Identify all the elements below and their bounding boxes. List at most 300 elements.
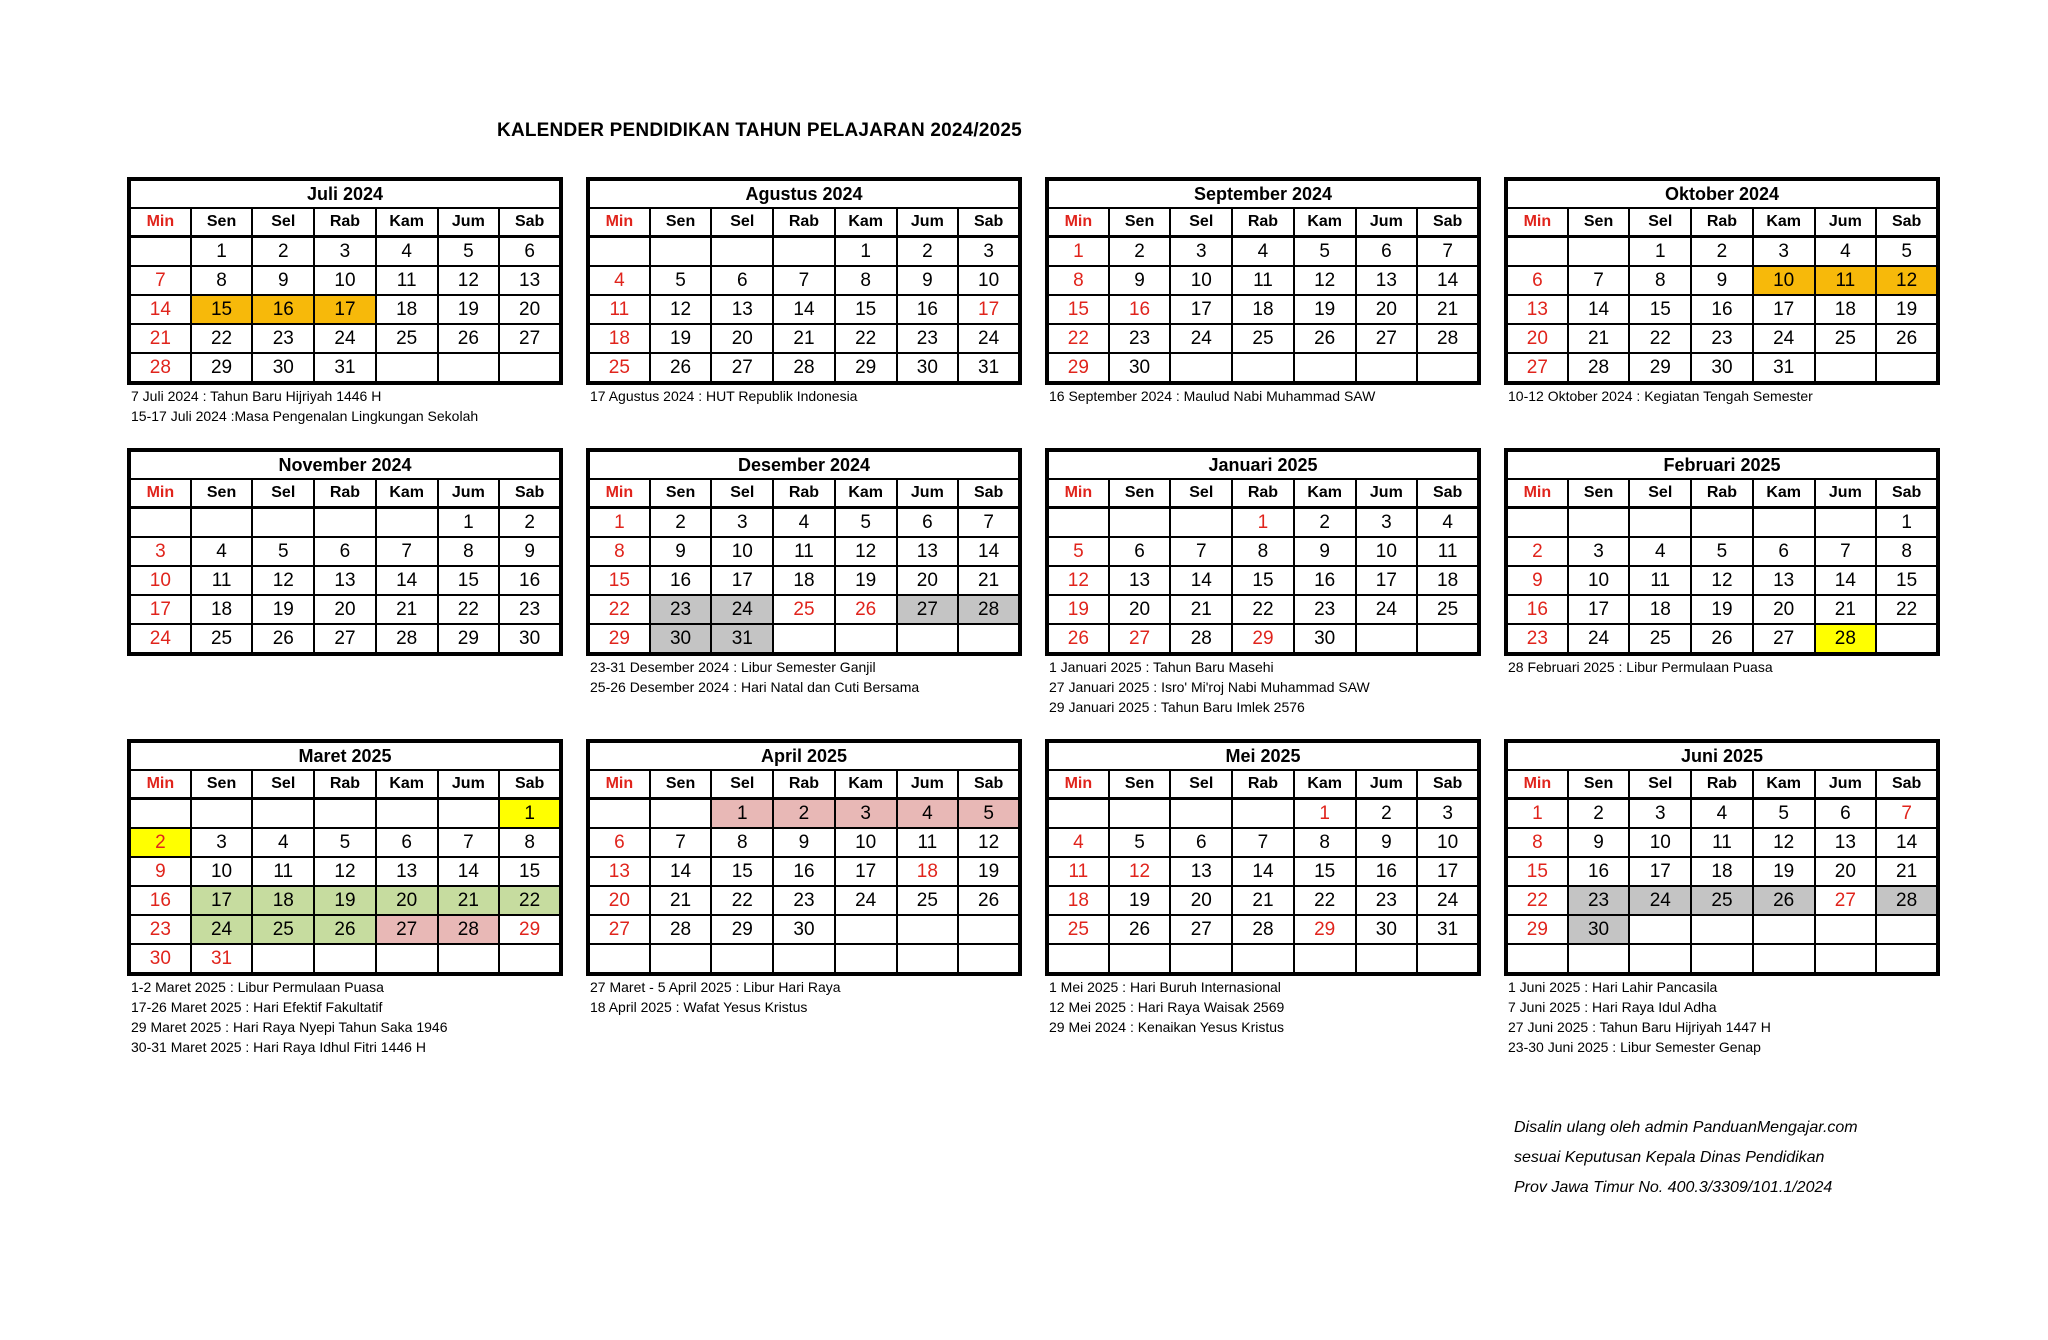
day-cell: 16 <box>1568 857 1630 886</box>
day-cell: 18 <box>1232 295 1294 324</box>
day-cell: 17 <box>314 295 376 324</box>
week-row <box>129 266 561 295</box>
day-cell: 22 <box>1506 886 1568 915</box>
day-cell: 7 <box>1417 237 1479 267</box>
day-cell: 31 <box>1753 353 1815 383</box>
day-cell: 5 <box>252 537 314 566</box>
day-header: Kam <box>835 770 897 799</box>
day-cell: 15 <box>1047 295 1109 324</box>
day-cell <box>499 944 561 974</box>
day-cell: 21 <box>1417 295 1479 324</box>
month-notes <box>586 386 1022 406</box>
day-cell: 24 <box>1417 886 1479 915</box>
day-cell <box>252 508 314 538</box>
week-row <box>1047 508 1479 538</box>
month-notes <box>586 977 1022 1017</box>
day-cell: 24 <box>129 624 191 654</box>
day-header: Min <box>1047 479 1109 508</box>
day-cell <box>1506 508 1568 538</box>
note-line: 27 Juni 2025 : Tahun Baru Hijriyah 1447 H <box>1508 1019 1771 1035</box>
day-cell: 19 <box>650 324 712 353</box>
day-cell: 18 <box>1417 566 1479 595</box>
day-cell <box>1417 353 1479 383</box>
day-cell: 13 <box>1815 828 1877 857</box>
day-cell: 2 <box>650 508 712 538</box>
week-row <box>1506 508 1938 538</box>
day-cell: 27 <box>314 624 376 654</box>
day-cell <box>897 915 959 944</box>
day-cell <box>835 944 897 974</box>
day-header: Rab <box>314 770 376 799</box>
page-title: KALENDER PENDIDIKAN TAHUN PELAJARAN 2024/2025 <box>497 120 1022 141</box>
day-cell: 22 <box>835 324 897 353</box>
day-cell: 29 <box>499 915 561 944</box>
day-cell: 4 <box>588 266 650 295</box>
week-row <box>588 353 1020 383</box>
week-row <box>1047 537 1479 566</box>
day-header: Kam <box>835 479 897 508</box>
day-cell <box>252 944 314 974</box>
day-header: Kam <box>1294 770 1356 799</box>
day-cell: 25 <box>773 595 835 624</box>
day-cell: 17 <box>1170 295 1232 324</box>
day-cell: 1 <box>1629 237 1691 267</box>
day-header: Jum <box>1815 770 1877 799</box>
note-line: 17-26 Maret 2025 : Hari Efektif Fakultatif <box>131 999 383 1015</box>
day-cell: 22 <box>1294 886 1356 915</box>
day-cell: 1 <box>191 237 253 267</box>
day-cell <box>958 624 1020 654</box>
day-cell: 24 <box>711 595 773 624</box>
week-row <box>1047 944 1479 974</box>
day-cell: 18 <box>588 324 650 353</box>
day-cell: 1 <box>588 508 650 538</box>
week-row <box>588 857 1020 886</box>
day-cell: 19 <box>1294 295 1356 324</box>
day-cell: 23 <box>1294 595 1356 624</box>
day-cell: 24 <box>1629 886 1691 915</box>
day-cell: 30 <box>129 944 191 974</box>
day-cell: 30 <box>1691 353 1753 383</box>
month-table <box>127 177 563 385</box>
day-cell: 8 <box>1876 537 1938 566</box>
day-cell: 17 <box>1568 595 1630 624</box>
day-cell: 26 <box>1109 915 1171 944</box>
day-cell: 28 <box>773 353 835 383</box>
day-cell: 20 <box>499 295 561 324</box>
day-cell: 21 <box>438 886 500 915</box>
day-cell: 20 <box>1170 886 1232 915</box>
day-cell: 29 <box>835 353 897 383</box>
day-cell: 31 <box>314 353 376 383</box>
day-cell: 6 <box>1506 266 1568 295</box>
day-cell: 18 <box>376 295 438 324</box>
day-cell <box>1047 508 1109 538</box>
day-cell <box>1691 915 1753 944</box>
day-cell <box>1109 944 1171 974</box>
note-line: 28 Februari 2025 : Libur Permulaan Puasa <box>1508 659 1773 675</box>
month-table <box>1045 177 1481 385</box>
day-cell: 19 <box>958 857 1020 886</box>
day-cell: 29 <box>1232 624 1294 654</box>
day-header: Min <box>129 479 191 508</box>
day-cell: 28 <box>958 595 1020 624</box>
day-cell: 15 <box>438 566 500 595</box>
week-row <box>1506 886 1938 915</box>
week-row <box>1506 915 1938 944</box>
week-row <box>1506 595 1938 624</box>
note-line: 12 Mei 2025 : Hari Raya Waisak 2569 <box>1049 999 1285 1015</box>
day-cell: 4 <box>1629 537 1691 566</box>
day-header: Kam <box>835 208 897 237</box>
day-cell: 29 <box>588 624 650 654</box>
credit-line: Disalin ulang oleh admin PanduanMengajar.com <box>1514 1119 1858 1136</box>
day-cell: 6 <box>1815 799 1877 829</box>
day-cell: 7 <box>1876 799 1938 829</box>
day-header: Sab <box>1876 479 1938 508</box>
day-header: Jum <box>438 208 500 237</box>
day-cell: 14 <box>1815 566 1877 595</box>
day-cell: 8 <box>438 537 500 566</box>
day-header: Min <box>588 208 650 237</box>
day-cell <box>773 624 835 654</box>
day-cell: 23 <box>1568 886 1630 915</box>
day-header: Rab <box>1691 770 1753 799</box>
day-cell: 30 <box>1294 624 1356 654</box>
month-notes <box>1045 977 1481 1037</box>
month-notes <box>127 386 563 426</box>
day-cell <box>1294 353 1356 383</box>
month-calendar <box>1045 739 1481 1037</box>
day-cell: 20 <box>1753 595 1815 624</box>
day-cell: 2 <box>1109 237 1171 267</box>
day-cell: 13 <box>897 537 959 566</box>
day-cell: 15 <box>499 857 561 886</box>
day-cell: 14 <box>438 857 500 886</box>
week-row <box>129 237 561 267</box>
month-notes <box>1504 977 1940 1057</box>
day-cell <box>1568 508 1630 538</box>
day-cell: 11 <box>376 266 438 295</box>
day-cell: 25 <box>1417 595 1479 624</box>
day-cell: 25 <box>1691 886 1753 915</box>
month-calendar <box>127 177 563 426</box>
day-cell: 13 <box>1109 566 1171 595</box>
day-cell: 22 <box>1876 595 1938 624</box>
day-cell: 6 <box>588 828 650 857</box>
day-cell: 30 <box>650 624 712 654</box>
day-cell: 13 <box>376 857 438 886</box>
day-cell <box>252 799 314 829</box>
day-cell: 23 <box>129 915 191 944</box>
day-cell: 21 <box>376 595 438 624</box>
day-cell: 14 <box>650 857 712 886</box>
day-cell <box>897 944 959 974</box>
day-cell: 10 <box>1356 537 1418 566</box>
day-cell: 19 <box>1109 886 1171 915</box>
week-row <box>588 508 1020 538</box>
day-cell: 28 <box>650 915 712 944</box>
week-row <box>129 566 561 595</box>
day-cell: 9 <box>1109 266 1171 295</box>
day-cell: 17 <box>1356 566 1418 595</box>
day-cell: 1 <box>835 237 897 267</box>
day-cell <box>958 915 1020 944</box>
day-cell: 13 <box>314 566 376 595</box>
month-calendar <box>1504 177 1940 406</box>
day-cell <box>376 508 438 538</box>
day-cell: 9 <box>1506 566 1568 595</box>
week-row <box>129 624 561 654</box>
day-header: Min <box>1506 770 1568 799</box>
day-cell: 14 <box>1417 266 1479 295</box>
day-cell: 12 <box>1109 857 1171 886</box>
day-cell: 3 <box>958 237 1020 267</box>
day-cell: 26 <box>958 886 1020 915</box>
day-cell: 1 <box>1294 799 1356 829</box>
day-cell: 25 <box>588 353 650 383</box>
day-cell: 16 <box>1294 566 1356 595</box>
day-cell <box>314 508 376 538</box>
day-cell: 25 <box>1815 324 1877 353</box>
day-cell: 22 <box>1047 324 1109 353</box>
week-row <box>129 886 561 915</box>
day-header: Sel <box>252 208 314 237</box>
day-header: Kam <box>1294 479 1356 508</box>
day-cell: 8 <box>711 828 773 857</box>
day-cell: 22 <box>438 595 500 624</box>
month-calendar <box>586 739 1022 1017</box>
day-cell: 4 <box>252 828 314 857</box>
day-cell: 29 <box>1047 353 1109 383</box>
month-calendar <box>586 448 1022 697</box>
month-notes <box>1504 657 1940 677</box>
day-header: Rab <box>773 208 835 237</box>
week-row <box>588 566 1020 595</box>
day-cell <box>1815 915 1877 944</box>
day-cell: 3 <box>1753 237 1815 267</box>
day-header: Sen <box>1568 770 1630 799</box>
week-row <box>129 508 561 538</box>
day-header: Sen <box>1109 770 1171 799</box>
day-cell: 27 <box>711 353 773 383</box>
note-line: 25-26 Desember 2024 : Hari Natal dan Cuti Bersama <box>590 679 920 695</box>
week-row <box>129 828 561 857</box>
day-cell: 3 <box>314 237 376 267</box>
day-cell: 8 <box>191 266 253 295</box>
day-cell: 23 <box>1691 324 1753 353</box>
month-table <box>586 177 1022 385</box>
day-cell: 26 <box>650 353 712 383</box>
month-table <box>586 448 1022 656</box>
week-row <box>1506 799 1938 829</box>
day-cell: 13 <box>499 266 561 295</box>
week-row <box>1047 295 1479 324</box>
day-cell <box>650 799 712 829</box>
week-row <box>588 886 1020 915</box>
note-line: 7 Juli 2024 : Tahun Baru Hijriyah 1446 H <box>131 388 382 404</box>
day-cell: 18 <box>252 886 314 915</box>
day-cell <box>1815 353 1877 383</box>
day-cell: 7 <box>773 266 835 295</box>
day-cell: 11 <box>1629 566 1691 595</box>
week-row <box>1506 566 1938 595</box>
day-cell: 1 <box>1232 508 1294 538</box>
day-cell: 20 <box>897 566 959 595</box>
day-cell: 8 <box>499 828 561 857</box>
day-cell: 17 <box>835 857 897 886</box>
day-cell: 26 <box>314 915 376 944</box>
week-row <box>588 537 1020 566</box>
day-cell: 8 <box>1294 828 1356 857</box>
day-header: Min <box>129 770 191 799</box>
day-cell <box>897 624 959 654</box>
day-header: Rab <box>773 479 835 508</box>
day-cell: 21 <box>129 324 191 353</box>
day-cell: 25 <box>376 324 438 353</box>
day-cell: 7 <box>958 508 1020 538</box>
note-line: 15-17 Juli 2024 :Masa Pengenalan Lingkungan Sekolah <box>131 408 479 424</box>
day-cell: 14 <box>1232 857 1294 886</box>
day-cell: 27 <box>499 324 561 353</box>
week-row <box>1506 237 1938 267</box>
week-row <box>1047 624 1479 654</box>
month-name: Februari 2025 <box>1506 450 1938 479</box>
day-cell: 19 <box>438 295 500 324</box>
day-cell: 17 <box>711 566 773 595</box>
day-cell: 1 <box>499 799 561 829</box>
day-cell: 25 <box>1629 624 1691 654</box>
day-header: Sab <box>958 479 1020 508</box>
day-header: Sen <box>1109 208 1171 237</box>
day-cell: 5 <box>650 266 712 295</box>
day-cell: 21 <box>1232 886 1294 915</box>
day-cell: 13 <box>1753 566 1815 595</box>
month-calendar <box>127 448 563 657</box>
day-cell <box>958 944 1020 974</box>
week-row <box>1047 353 1479 383</box>
day-cell: 12 <box>1691 566 1753 595</box>
day-cell: 3 <box>1356 508 1418 538</box>
day-cell: 25 <box>897 886 959 915</box>
note-line: 29 Januari 2025 : Tahun Baru Imlek 2576 <box>1049 699 1305 715</box>
day-cell <box>1417 944 1479 974</box>
day-cell: 13 <box>1506 295 1568 324</box>
day-header: Sel <box>252 770 314 799</box>
day-cell: 29 <box>191 353 253 383</box>
day-header: Jum <box>1356 479 1418 508</box>
day-cell: 29 <box>438 624 500 654</box>
day-cell: 6 <box>1170 828 1232 857</box>
day-cell: 27 <box>1753 624 1815 654</box>
day-cell: 16 <box>252 295 314 324</box>
week-row <box>588 915 1020 944</box>
day-header: Min <box>1506 208 1568 237</box>
day-cell <box>314 799 376 829</box>
day-cell <box>1876 915 1938 944</box>
day-header: Sen <box>1109 479 1171 508</box>
day-cell: 26 <box>1876 324 1938 353</box>
day-cell <box>191 508 253 538</box>
week-row <box>588 799 1020 829</box>
day-header: Sab <box>499 770 561 799</box>
day-cell <box>438 944 500 974</box>
day-cell: 19 <box>1876 295 1938 324</box>
day-cell: 6 <box>711 266 773 295</box>
day-header: Jum <box>897 770 959 799</box>
day-header: Sel <box>1629 208 1691 237</box>
month-calendar <box>1504 739 1940 1057</box>
day-cell: 26 <box>1047 624 1109 654</box>
day-header: Sel <box>1170 770 1232 799</box>
day-cell <box>1629 944 1691 974</box>
day-header: Jum <box>438 479 500 508</box>
day-cell <box>1232 799 1294 829</box>
day-header: Sen <box>650 479 712 508</box>
week-row <box>1047 886 1479 915</box>
day-header: Sab <box>1417 770 1479 799</box>
week-row <box>588 266 1020 295</box>
day-header: Kam <box>1753 208 1815 237</box>
month-calendar <box>1045 448 1481 717</box>
day-header: Kam <box>376 479 438 508</box>
day-cell: 18 <box>191 595 253 624</box>
day-cell: 15 <box>1232 566 1294 595</box>
day-cell <box>314 944 376 974</box>
week-row <box>1506 828 1938 857</box>
day-cell: 24 <box>191 915 253 944</box>
day-cell: 28 <box>376 624 438 654</box>
day-cell: 16 <box>1691 295 1753 324</box>
day-cell: 16 <box>773 857 835 886</box>
day-header: Kam <box>1753 770 1815 799</box>
week-row <box>1047 324 1479 353</box>
day-header: Rab <box>314 479 376 508</box>
day-cell <box>1232 944 1294 974</box>
day-cell <box>1170 799 1232 829</box>
day-cell: 13 <box>1170 857 1232 886</box>
day-cell: 23 <box>897 324 959 353</box>
week-row <box>129 799 561 829</box>
day-cell: 2 <box>773 799 835 829</box>
day-cell: 12 <box>1047 566 1109 595</box>
day-header: Jum <box>1356 208 1418 237</box>
day-cell: 5 <box>438 237 500 267</box>
day-cell: 14 <box>773 295 835 324</box>
day-cell: 4 <box>1232 237 1294 267</box>
week-row <box>129 857 561 886</box>
day-cell: 25 <box>191 624 253 654</box>
day-cell <box>1109 508 1171 538</box>
day-cell: 21 <box>1170 595 1232 624</box>
day-header: Rab <box>314 208 376 237</box>
week-row <box>129 915 561 944</box>
day-header: Sel <box>1629 479 1691 508</box>
day-cell <box>1506 944 1568 974</box>
day-cell: 20 <box>1506 324 1568 353</box>
day-cell: 26 <box>1753 886 1815 915</box>
day-cell: 29 <box>1629 353 1691 383</box>
day-cell: 27 <box>1170 915 1232 944</box>
week-row <box>588 624 1020 654</box>
day-cell <box>1876 353 1938 383</box>
day-cell: 30 <box>499 624 561 654</box>
day-cell: 27 <box>897 595 959 624</box>
day-cell <box>1568 944 1630 974</box>
day-cell: 27 <box>1109 624 1171 654</box>
day-cell <box>1753 915 1815 944</box>
day-header: Sel <box>252 479 314 508</box>
